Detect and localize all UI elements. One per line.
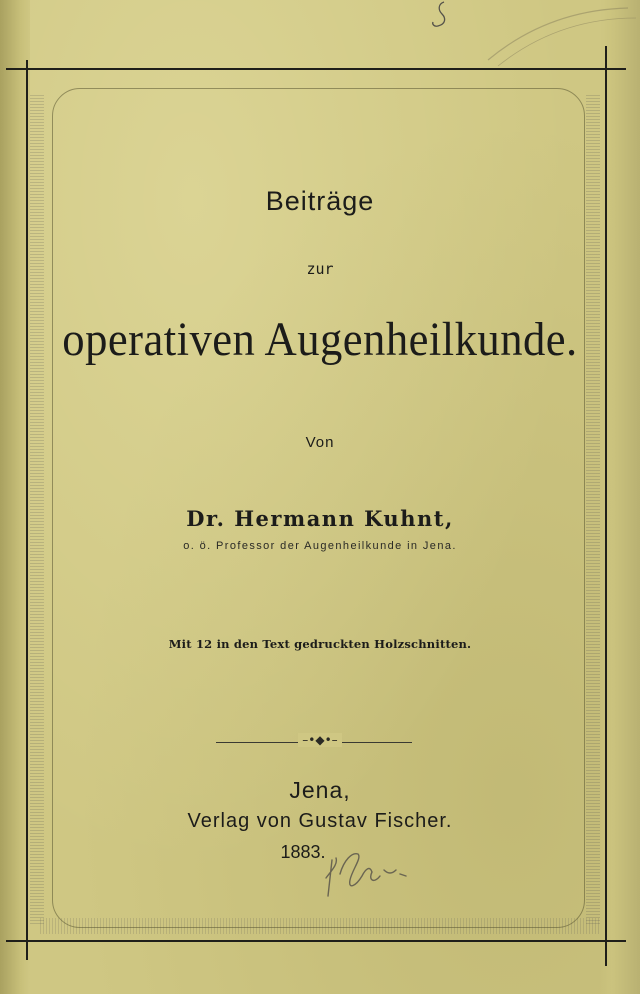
divider-ornament [0, 733, 640, 747]
frame-rule-bottom [6, 940, 626, 942]
author-name: Dr. Hermann Kuhnt, [186, 506, 454, 531]
pencil-mark [420, 0, 460, 38]
publication-place: Jena, [289, 777, 351, 803]
divider-ornament-glyph: –•◆•– [298, 733, 341, 747]
publisher-line: Verlag von Gustav Fischer. [187, 810, 453, 832]
title-line-3: operativen Augenheilkunde. [62, 313, 578, 366]
frame-rule-top [6, 68, 626, 70]
handwritten-signature [322, 840, 432, 900]
illustrations-note: Mit 12 in den Text gedruckten Holzschnitten. [168, 637, 472, 651]
author-role: o. ö. Professor der Augenheilkunde in Jena. [183, 540, 457, 552]
by-line: Von [305, 434, 335, 451]
faded-library-stamp [478, 0, 638, 70]
title-line-2: zur [306, 260, 334, 278]
publication-year: 1883. [280, 842, 326, 862]
title-line-1: Beiträge [265, 186, 375, 216]
